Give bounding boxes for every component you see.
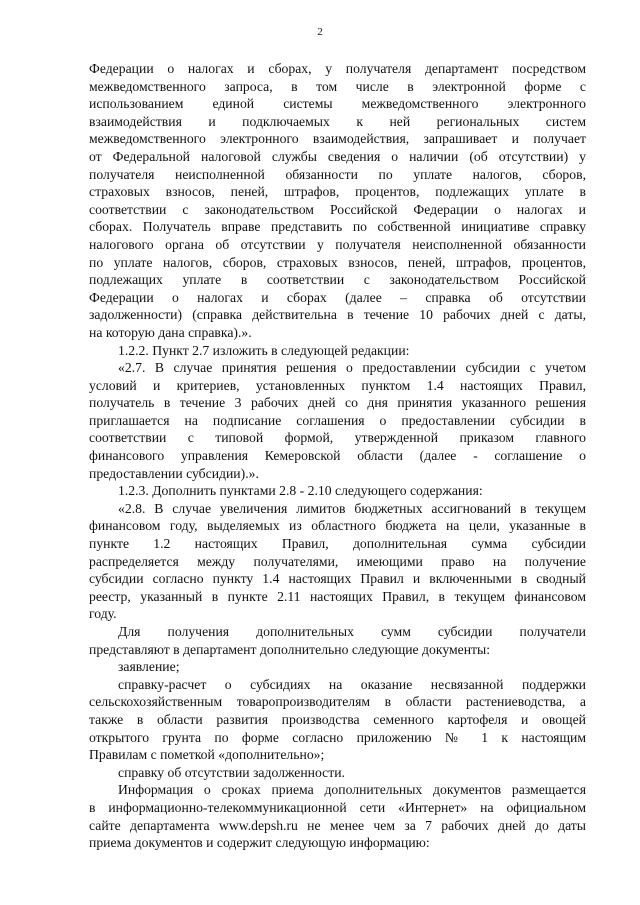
text-line: соответствии с типовой формой, утвержденной приказом главного (89, 430, 586, 446)
text-line: 1.2.2. Пункт 2.7 изложить в следующей редакции: (118, 342, 410, 358)
text-line: условий и критериев, установленных пунктом 1.4 настоящих Правил, (89, 377, 586, 393)
text-line: Федерации о налогах и сборах (далее – справка об отсутствии (89, 289, 586, 305)
text-line: распределяется между получателями, имеющими право на получение (89, 553, 586, 569)
text-line: сайте департамента www.depsh.ru не менее чем за 7 рабочих дней до даты (89, 817, 586, 833)
text-line: субсидии согласно пункту 1.4 настоящих Правил и включенными в сводный (89, 571, 586, 587)
text-line: соответствии с законодательством Российской Федерации о налогах и (89, 201, 586, 217)
text-line: открытого грунта по форме согласно приложению № 1 к настоящим (89, 729, 586, 745)
text-line: задолженности) (справка действительна в течение 10 рабочих дней с даты, (89, 307, 586, 323)
page-number: 2 (317, 26, 323, 38)
text-line: в информационно-телекоммуникационной сети «Интернет» на официальном (89, 799, 586, 815)
text-line: использованием единой системы межведомственного электронного (89, 96, 586, 112)
document-body (89, 60, 586, 852)
text-line: справку-расчет о субсидиях на оказание несвязанной поддержки (118, 676, 586, 692)
text-line: на которую дана справка).». (89, 324, 252, 340)
text-line: «2.8. В случае увеличения лимитов бюджетных ассигнований в текущем (118, 500, 586, 516)
text-line: году. (89, 606, 117, 622)
text-line: от Федеральной налоговой службы сведения о наличии (об отсутствии) у (89, 148, 586, 164)
text-line: получателя неисполненной обязанности по уплате налогов, сборов, (89, 166, 586, 182)
text-line: Правилам с пометкой «дополнительно»; (89, 747, 325, 763)
text-line: сборах. Получатель вправе представить по собственной инициативе справку (89, 219, 586, 235)
text-line: представляют в департамент дополнительно следующие документы: (89, 641, 491, 657)
text-line: 1.2.3. Дополнить пунктами 2.8 - 2.10 следующего содержания: (118, 483, 483, 499)
text-line: приема документов и содержит следующую информацию: (89, 835, 430, 851)
text-line: налогового органа об отсутствии у получателя неисполненной обязанности (89, 236, 586, 252)
text-line: также в области развития производства семенного картофеля и овощей (89, 711, 586, 727)
text-line: финансовом году, выделяемых из областного бюджета на цели, указанные в (89, 518, 586, 534)
text-line: пункте 1.2 настоящих Правил, дополнительная сумма субсидии (89, 536, 586, 552)
text-line: приглашается на подписание соглашения о предоставлении субсидии в (89, 412, 586, 428)
text-line: предоставлении субсидии).». (89, 465, 259, 481)
text-line: Федерации о налогах и сборах, у получателя департамент посредством (89, 61, 586, 76)
text-line: сельскохозяйственным товаропроизводителям в области растениеводства, а (89, 694, 586, 710)
text-line: Информация о сроках приема дополнительных документов размещается (118, 782, 586, 798)
text-line: подлежащих уплате в соответствии с законодательством Российской (89, 272, 586, 288)
text-line: межведомственного запроса, в том числе в электронной форме с (89, 78, 586, 94)
text-line: финансового управления Кемеровской области (далее - соглашение о (89, 448, 586, 464)
text-line: реестр, указанный в пункте 2.11 настоящих Правил, в текущем финансовом (89, 588, 586, 604)
text-line: «2.7. В случае принятия решения о предоставлении субсидии с учетом (118, 360, 586, 376)
text-line: Для получения дополнительных сумм субсидии получатели (118, 624, 586, 639)
text-line: по уплате налогов, сборов, страховых взносов, пеней, штрафов, процентов, (89, 254, 586, 270)
text-line: заявление; (118, 659, 180, 675)
text-line: получатель в течение 3 рабочих дней со дня принятия указанного решения (89, 395, 586, 411)
text-line: взаимодействия и подключаемых к ней региональных систем (89, 113, 586, 129)
text-line: справку об отсутствии задолженности. (118, 764, 345, 780)
text-line: межведомственного электронного взаимодействия, запрашивает и получает (89, 131, 586, 147)
text-line: страховых взносов, пеней, штрафов, процентов, подлежащих уплате в (89, 184, 586, 200)
